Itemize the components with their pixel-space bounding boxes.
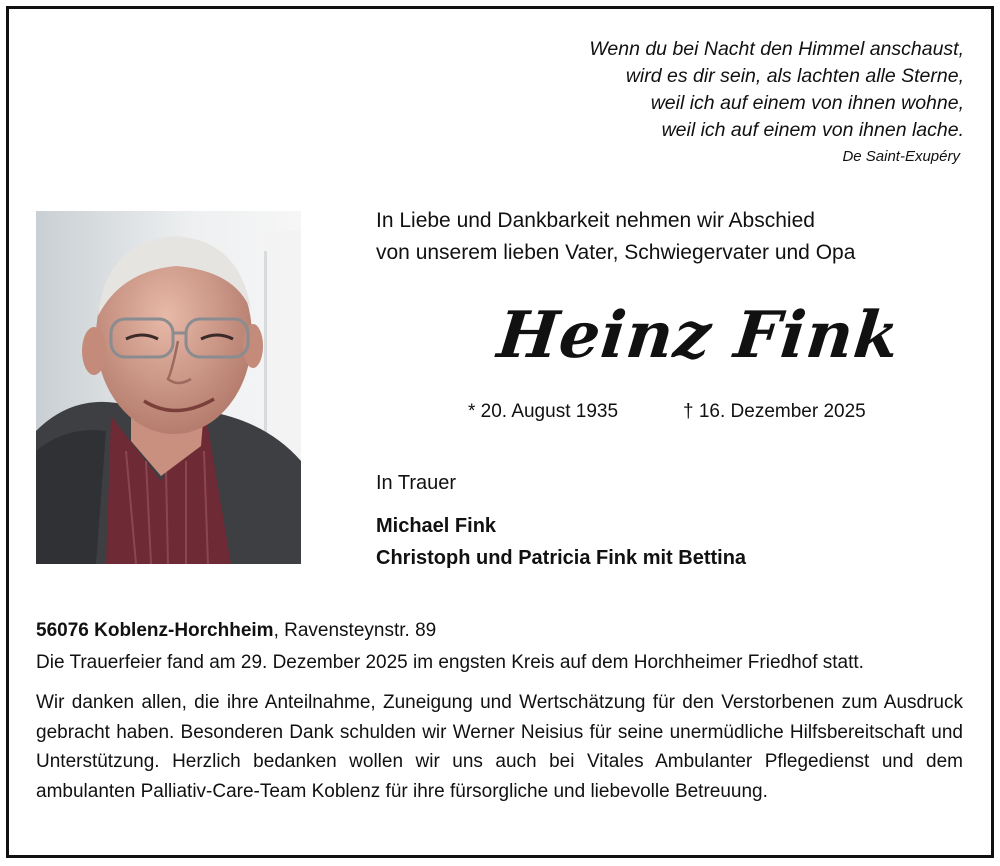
poem-line: weil ich auf einem von ihnen lache. [661,119,964,141]
mourner-name: Michael Fink [376,515,497,537]
portrait-photo [36,211,301,564]
portrait-illustration [36,211,301,564]
birth-date: * 20. August 1935 [468,401,619,422]
intro-line: In Liebe und Dankbarkeit nehmen wir Abschied [376,209,815,232]
poem-line: Wenn du bei Nacht den Himmel anschaust, [589,38,964,60]
address-line [36,620,436,642]
address-street: , Ravensteynstr. 89 [273,620,437,641]
ceremony-notice: Die Trauerfeier fand am 29. Dezember 2025 im engsten Kreis auf dem Horchheimer Friedhof statt. [36,652,864,673]
mourner-name: Christoph und Patricia Fink mit Bettina [376,547,747,569]
poem-line: wird es dir sein, als lachten alle Sterne, [625,65,964,87]
poem-quote [444,36,964,168]
poem-author: De Saint-Exupéry [842,148,960,165]
death-date: † 16. Dezember 2025 [683,401,866,422]
poem-line: weil ich auf einem von ihnen wohne, [650,92,964,114]
intro-text [376,205,855,269]
mourning-label: In Trauer [376,472,457,494]
mourner-list [376,510,746,574]
deceased-name: Heinz Fink [494,298,904,373]
thanks-paragraph: Wir danken allen, die ihre Anteilnahme, Zuneigung und Wertschätzung für den Verstorbenen zum Ausdruck gebracht haben. Besonderen Dank schulden wir Werner Neisius für seine unermüdliche Hilfsbereitschaft und Unterstützung. Herzlich bedanken wollen wir uns auch bei Vitales Ambulanter Pflegedienst und dem ambulanten Palliativ-Care-Team Koblenz für ihre fürsorgliche und liebevolle Betreuung. [36,692,963,802]
intro-line: von unserem lieben Vater, Schwiegervater und Opa [376,241,856,264]
address-city: 56076 Koblenz-Horchheim [36,620,274,641]
